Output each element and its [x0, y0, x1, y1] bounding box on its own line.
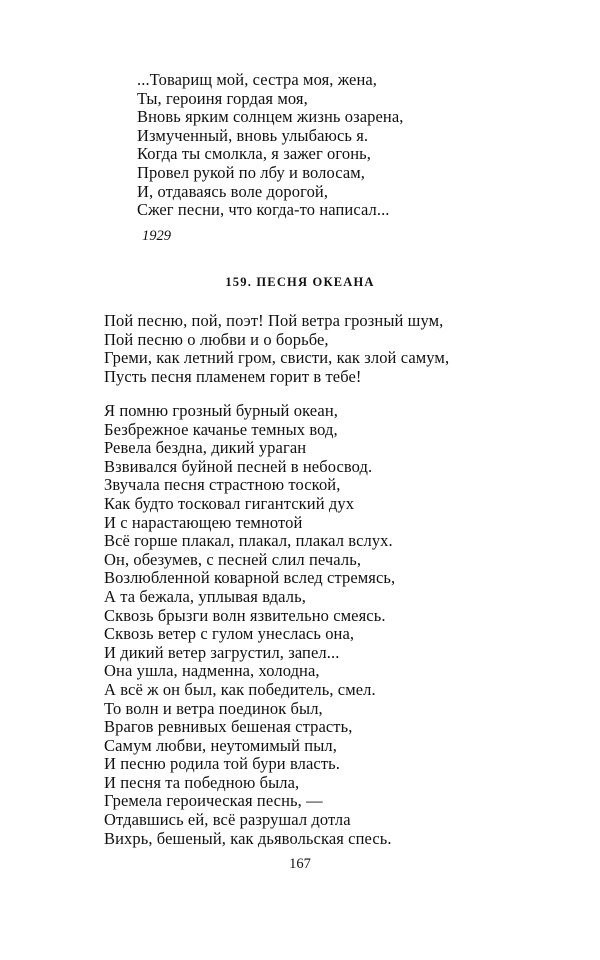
- poem-line: И, отдаваясь воле дорогой,: [137, 181, 329, 201]
- poem-stanza-2: [104, 402, 395, 848]
- poem-line: Пой песню о любви и о борьбе,: [104, 329, 329, 349]
- poem-line: Греми, как летний гром, свисти, как злой самум,: [104, 348, 450, 368]
- poem-line: Гремела героическая песнь, —: [104, 791, 323, 811]
- poem-line: Сквозь брызги волн язвительно смеясь.: [104, 605, 386, 625]
- poem-line: Возлюбленной коварной вслед стремясь,: [104, 568, 396, 588]
- poem-line: Как будто тосковал гигантский дух: [104, 493, 355, 513]
- poem-line: Он, обезумев, с песней слил печаль,: [104, 549, 362, 569]
- poem-line: Вихрь, бешеный, как дьявольская спесь.: [104, 828, 392, 848]
- previous-poem-ending: [137, 71, 404, 220]
- poem-line: Она ушла, надменна, холодна,: [104, 661, 320, 681]
- poem-line: И дикий ветер загрустил, запел...: [104, 642, 340, 662]
- poem-line: Отдавшись ей, всё разрушал дотла: [104, 810, 351, 830]
- poem-line: Измученный, вновь улыбаюсь я.: [137, 125, 369, 145]
- poem-line: Звучала песня страстною тоской,: [104, 475, 341, 495]
- poem-line: Взвивался буйной песней в небосвод.: [104, 456, 373, 476]
- poem-title: 159. ПЕСНЯ ОКЕАНА: [225, 275, 375, 289]
- poem-line: Ты, героиня гордая моя,: [137, 88, 308, 108]
- poem-year: 1929: [142, 228, 171, 244]
- poem-stanza-1: [104, 312, 449, 386]
- poem-line: Вновь ярким солнцем жизнь озарена,: [137, 107, 404, 127]
- poem-line: Врагов ревнивых бешеная страсть,: [104, 717, 353, 737]
- poem-line: И песня та победною была,: [104, 772, 300, 792]
- poem-line: Пой песню, пой, поэт! Пой ветра грозный шум,: [104, 311, 444, 330]
- poem-line: ...Товарищ мой, сестра моя, жена,: [137, 70, 378, 89]
- poem-line: Я помню грозный бурный океан,: [104, 401, 338, 420]
- poem-line: А всё ж он был, как победитель, смел.: [104, 679, 376, 699]
- poem-line: И с нарастающею темнотой: [104, 512, 303, 532]
- poem-line: То волн и ветра поединок был,: [104, 698, 323, 718]
- poem-line: Провел рукой по лбу и волосам,: [137, 162, 366, 182]
- poem-line: Сжег песни, что когда-то написал...: [137, 200, 390, 220]
- poem-line: Безбрежное качанье темных вод,: [104, 419, 338, 439]
- page-number: 167: [289, 856, 311, 872]
- poem-line: Ревела бездна, дикий ураган: [104, 438, 307, 458]
- poem-line: Когда ты смолкла, я зажег огонь,: [137, 144, 371, 164]
- poem-line: Пусть песня пламенем горит в тебе!: [104, 366, 362, 386]
- poem-line: А та бежала, уплывая вдаль,: [104, 586, 306, 606]
- poem-line: И песню родила той бури власть.: [104, 754, 340, 774]
- poem-line: Всё горше плакал, плакал, плакал вслух.: [104, 531, 393, 551]
- poem-line: Самум любви, неутомимый пыл,: [104, 735, 337, 755]
- poem-line: Сквозь ветер с гулом унеслась она,: [104, 624, 355, 644]
